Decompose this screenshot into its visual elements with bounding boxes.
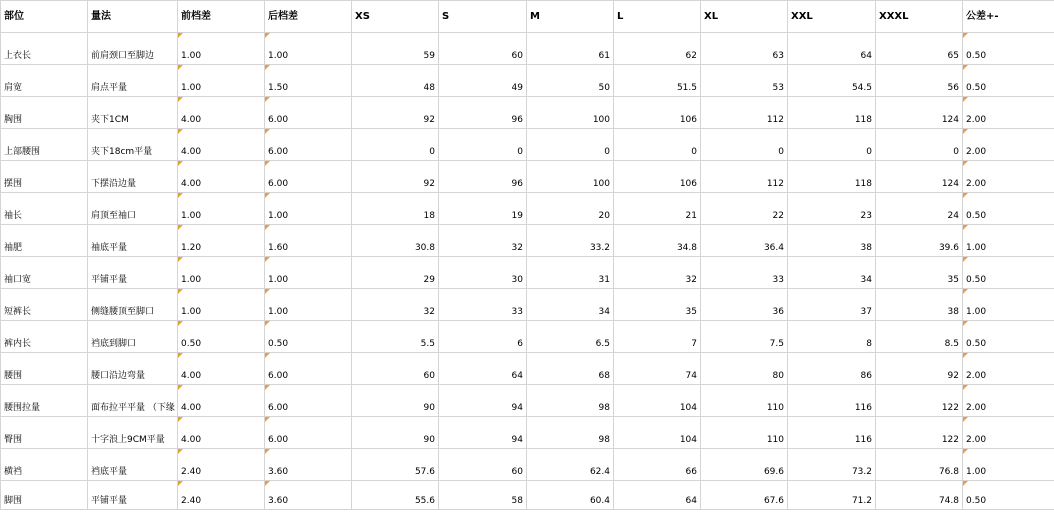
cell-tolerance[interactable]: 0.50 — [963, 321, 1054, 353]
cell-front-grade[interactable]: 4.00 — [178, 97, 265, 129]
cell-xxxl[interactable]: 124 — [876, 161, 963, 193]
cell-part[interactable]: 上部腰围 — [1, 129, 88, 161]
header-xs[interactable]: XS — [352, 1, 439, 33]
cell-part[interactable]: 短裤长 — [1, 289, 88, 321]
cell-xl[interactable]: 110 — [701, 385, 788, 417]
header-xxl[interactable]: XXL — [788, 1, 876, 33]
cell-method[interactable]: 腰口沿边弯量 — [88, 353, 178, 385]
cell-m[interactable]: 31 — [527, 257, 614, 289]
cell-back-grade[interactable]: 3.60 — [265, 449, 352, 481]
cell-l[interactable]: 74 — [614, 353, 701, 385]
cell-xxl[interactable]: 116 — [788, 385, 876, 417]
cell-l[interactable]: 106 — [614, 161, 701, 193]
table-row — [1, 417, 1054, 449]
cell-method[interactable]: 裆底平量 — [88, 449, 178, 481]
cell-xs[interactable]: 55.6 — [352, 481, 439, 510]
cell-xxxl[interactable]: 122 — [876, 385, 963, 417]
cell-xl[interactable]: 22 — [701, 193, 788, 225]
cell-xxl[interactable]: 23 — [788, 193, 876, 225]
cell-xl[interactable]: 36.4 — [701, 225, 788, 257]
cell-xxxl[interactable]: 76.8 — [876, 449, 963, 481]
cell-m[interactable]: 34 — [527, 289, 614, 321]
cell-m[interactable]: 62.4 — [527, 449, 614, 481]
cell-front-grade[interactable]: 4.00 — [178, 417, 265, 449]
table-row — [1, 33, 1054, 65]
cell-tolerance[interactable]: 0.50 — [963, 257, 1054, 289]
header-s[interactable]: S — [439, 1, 527, 33]
cell-back-grade[interactable]: 6.00 — [265, 129, 352, 161]
cell-xxxl[interactable]: 8.5 — [876, 321, 963, 353]
cell-xs[interactable]: 18 — [352, 193, 439, 225]
cell-back-grade[interactable]: 6.00 — [265, 97, 352, 129]
cell-xxxl[interactable]: 74.8 — [876, 481, 963, 510]
cell-tolerance[interactable]: 1.00 — [963, 449, 1054, 481]
cell-s[interactable]: 49 — [439, 65, 527, 97]
cell-front-grade[interactable]: 2.40 — [178, 449, 265, 481]
cell-l[interactable]: 32 — [614, 257, 701, 289]
cell-xxl[interactable]: 64 — [788, 33, 876, 65]
cell-l[interactable]: 62 — [614, 33, 701, 65]
cell-method[interactable]: 十字浪上9CM平量 — [88, 417, 178, 449]
table-row — [1, 321, 1054, 353]
cell-front-grade[interactable]: 1.00 — [178, 193, 265, 225]
cell-xxxl[interactable]: 65 — [876, 33, 963, 65]
cell-back-grade[interactable]: 3.60 — [265, 481, 352, 510]
cell-m[interactable]: 33.2 — [527, 225, 614, 257]
table-row — [1, 193, 1054, 225]
cell-xl[interactable]: 0 — [701, 129, 788, 161]
cell-method[interactable]: 前肩颈口至脚边 — [88, 33, 178, 65]
cell-xl[interactable]: 63 — [701, 33, 788, 65]
cell-xs[interactable]: 30.8 — [352, 225, 439, 257]
cell-part[interactable]: 脚围 — [1, 481, 88, 510]
cell-l[interactable]: 106 — [614, 97, 701, 129]
cell-l[interactable]: 51.5 — [614, 65, 701, 97]
cell-s[interactable]: 60 — [439, 449, 527, 481]
cell-xl[interactable]: 112 — [701, 97, 788, 129]
cell-method[interactable]: 夹下1CM — [88, 97, 178, 129]
table-row — [1, 385, 1054, 417]
cell-xxl[interactable]: 34 — [788, 257, 876, 289]
table-row — [1, 289, 1054, 321]
header-m[interactable]: M — [527, 1, 614, 33]
cell-part[interactable]: 腰围拉量 — [1, 385, 88, 417]
cell-method[interactable]: 侧缝腰顶至脚口 — [88, 289, 178, 321]
cell-xl[interactable]: 69.6 — [701, 449, 788, 481]
cell-xs[interactable]: 5.5 — [352, 321, 439, 353]
cell-part[interactable]: 袖肥 — [1, 225, 88, 257]
header-back-grade[interactable]: 后档差 — [265, 1, 352, 33]
cell-m[interactable]: 100 — [527, 161, 614, 193]
cell-front-grade[interactable]: 1.00 — [178, 65, 265, 97]
cell-l[interactable]: 64 — [614, 481, 701, 510]
cell-back-grade[interactable]: 6.00 — [265, 417, 352, 449]
cell-xs[interactable]: 92 — [352, 97, 439, 129]
cell-m[interactable]: 50 — [527, 65, 614, 97]
cell-method[interactable]: 下摆沿边量 — [88, 161, 178, 193]
cell-xl[interactable]: 80 — [701, 353, 788, 385]
table-row — [1, 449, 1054, 481]
cell-m[interactable]: 6.5 — [527, 321, 614, 353]
cell-method[interactable]: 平铺平量 — [88, 481, 178, 510]
cell-xl[interactable]: 36 — [701, 289, 788, 321]
table-row — [1, 481, 1054, 510]
table-row — [1, 257, 1054, 289]
cell-xxxl[interactable]: 56 — [876, 65, 963, 97]
cell-s[interactable]: 96 — [439, 97, 527, 129]
cell-part[interactable]: 腰围 — [1, 353, 88, 385]
cell-back-grade[interactable]: 0.50 — [265, 321, 352, 353]
cell-method[interactable]: 裆底到脚口 — [88, 321, 178, 353]
cell-front-grade[interactable]: 2.40 — [178, 481, 265, 510]
cell-xxl[interactable]: 71.2 — [788, 481, 876, 510]
cell-xxl[interactable]: 116 — [788, 417, 876, 449]
cell-back-grade[interactable]: 6.00 — [265, 161, 352, 193]
cell-part[interactable]: 上衣长 — [1, 33, 88, 65]
cell-tolerance[interactable]: 2.00 — [963, 385, 1054, 417]
cell-part[interactable]: 横裆 — [1, 449, 88, 481]
cell-tolerance[interactable]: 2.00 — [963, 161, 1054, 193]
cell-part[interactable]: 摆围 — [1, 161, 88, 193]
cell-front-grade[interactable]: 0.50 — [178, 321, 265, 353]
header-xxxl[interactable]: XXXL — [876, 1, 963, 33]
cell-front-grade[interactable]: 4.00 — [178, 385, 265, 417]
cell-xl[interactable]: 110 — [701, 417, 788, 449]
header-part[interactable]: 部位 — [1, 1, 88, 33]
cell-xxxl[interactable]: 0 — [876, 129, 963, 161]
cell-s[interactable]: 58 — [439, 481, 527, 510]
cell-s[interactable]: 30 — [439, 257, 527, 289]
cell-m[interactable]: 0 — [527, 129, 614, 161]
cell-xs[interactable]: 48 — [352, 65, 439, 97]
cell-front-grade[interactable]: 1.00 — [178, 257, 265, 289]
cell-front-grade[interactable]: 4.00 — [178, 353, 265, 385]
cell-back-grade[interactable]: 6.00 — [265, 353, 352, 385]
cell-xl[interactable]: 53 — [701, 65, 788, 97]
cell-s[interactable]: 32 — [439, 225, 527, 257]
header-front-grade[interactable]: 前档差 — [178, 1, 265, 33]
cell-xl[interactable]: 33 — [701, 257, 788, 289]
cell-xl[interactable]: 67.6 — [701, 481, 788, 510]
cell-xs[interactable]: 57.6 — [352, 449, 439, 481]
cell-xxl[interactable]: 0 — [788, 129, 876, 161]
cell-tolerance[interactable]: 0.50 — [963, 65, 1054, 97]
cell-back-grade[interactable]: 1.00 — [265, 193, 352, 225]
cell-tolerance[interactable]: 0.50 — [963, 33, 1054, 65]
cell-method[interactable]: 肩点平量 — [88, 65, 178, 97]
cell-m[interactable]: 98 — [527, 417, 614, 449]
cell-front-grade[interactable]: 1.20 — [178, 225, 265, 257]
cell-xxl[interactable]: 8 — [788, 321, 876, 353]
cell-xs[interactable]: 60 — [352, 353, 439, 385]
cell-s[interactable]: 94 — [439, 417, 527, 449]
table-row — [1, 225, 1054, 257]
cell-xl[interactable]: 112 — [701, 161, 788, 193]
cell-xxl[interactable]: 37 — [788, 289, 876, 321]
cell-s[interactable]: 60 — [439, 33, 527, 65]
cell-tolerance[interactable]: 2.00 — [963, 417, 1054, 449]
cell-method[interactable]: 平铺平量 — [88, 257, 178, 289]
table-row — [1, 129, 1054, 161]
cell-s[interactable]: 64 — [439, 353, 527, 385]
cell-xxl[interactable]: 86 — [788, 353, 876, 385]
cell-part[interactable]: 肩宽 — [1, 65, 88, 97]
cell-part[interactable]: 袖长 — [1, 193, 88, 225]
cell-m[interactable]: 68 — [527, 353, 614, 385]
cell-xxl[interactable]: 73.2 — [788, 449, 876, 481]
cell-back-grade[interactable]: 1.00 — [265, 289, 352, 321]
cell-m[interactable]: 20 — [527, 193, 614, 225]
cell-method[interactable]: 面布拉平平量 （下缘 — [88, 385, 178, 417]
cell-xs[interactable]: 29 — [352, 257, 439, 289]
table-row — [1, 65, 1054, 97]
cell-xxxl[interactable]: 122 — [876, 417, 963, 449]
cell-l[interactable]: 35 — [614, 289, 701, 321]
cell-part[interactable]: 胸围 — [1, 97, 88, 129]
cell-s[interactable]: 19 — [439, 193, 527, 225]
cell-s[interactable]: 33 — [439, 289, 527, 321]
cell-tolerance[interactable]: 1.00 — [963, 289, 1054, 321]
cell-m[interactable]: 61 — [527, 33, 614, 65]
cell-back-grade[interactable]: 6.00 — [265, 385, 352, 417]
cell-xs[interactable]: 32 — [352, 289, 439, 321]
cell-l[interactable]: 104 — [614, 385, 701, 417]
cell-xs[interactable]: 59 — [352, 33, 439, 65]
cell-xxxl[interactable]: 124 — [876, 97, 963, 129]
header-tolerance[interactable]: 公差+- — [963, 1, 1054, 33]
cell-xxxl[interactable]: 38 — [876, 289, 963, 321]
cell-s[interactable]: 0 — [439, 129, 527, 161]
cell-l[interactable]: 34.8 — [614, 225, 701, 257]
cell-part[interactable]: 裤内长 — [1, 321, 88, 353]
header-xl[interactable]: XL — [701, 1, 788, 33]
cell-tolerance[interactable]: 0.50 — [963, 481, 1054, 510]
cell-tolerance[interactable]: 2.00 — [963, 129, 1054, 161]
cell-xs[interactable]: 92 — [352, 161, 439, 193]
cell-xxl[interactable]: 38 — [788, 225, 876, 257]
cell-front-grade[interactable]: 4.00 — [178, 161, 265, 193]
cell-l[interactable]: 21 — [614, 193, 701, 225]
cell-part[interactable]: 臀围 — [1, 417, 88, 449]
cell-l[interactable]: 104 — [614, 417, 701, 449]
cell-xs[interactable]: 90 — [352, 385, 439, 417]
cell-s[interactable]: 94 — [439, 385, 527, 417]
cell-xs[interactable]: 90 — [352, 417, 439, 449]
cell-xxl[interactable]: 118 — [788, 161, 876, 193]
cell-xxxl[interactable]: 39.6 — [876, 225, 963, 257]
cell-l[interactable]: 0 — [614, 129, 701, 161]
header-l[interactable]: L — [614, 1, 701, 33]
header-row — [1, 1, 1054, 33]
header-method[interactable]: 量法 — [88, 1, 178, 33]
cell-xxl[interactable]: 118 — [788, 97, 876, 129]
cell-front-grade[interactable]: 1.00 — [178, 289, 265, 321]
cell-tolerance[interactable]: 2.00 — [963, 353, 1054, 385]
cell-method[interactable]: 夹下18cm平量 — [88, 129, 178, 161]
cell-xxxl[interactable]: 24 — [876, 193, 963, 225]
cell-s[interactable]: 6 — [439, 321, 527, 353]
table-row — [1, 353, 1054, 385]
table-row — [1, 97, 1054, 129]
cell-back-grade[interactable]: 1.00 — [265, 33, 352, 65]
cell-m[interactable]: 98 — [527, 385, 614, 417]
cell-l[interactable]: 7 — [614, 321, 701, 353]
cell-front-grade[interactable]: 1.00 — [178, 33, 265, 65]
cell-m[interactable]: 60.4 — [527, 481, 614, 510]
cell-tolerance[interactable]: 0.50 — [963, 193, 1054, 225]
cell-xl[interactable]: 7.5 — [701, 321, 788, 353]
cell-back-grade[interactable]: 1.00 — [265, 257, 352, 289]
cell-method[interactable]: 肩顶至袖口 — [88, 193, 178, 225]
cell-back-grade[interactable]: 1.50 — [265, 65, 352, 97]
cell-method[interactable]: 袖底平量 — [88, 225, 178, 257]
cell-xxl[interactable]: 54.5 — [788, 65, 876, 97]
table-row — [1, 161, 1054, 193]
cell-back-grade[interactable]: 1.60 — [265, 225, 352, 257]
cell-s[interactable]: 96 — [439, 161, 527, 193]
cell-tolerance[interactable]: 2.00 — [963, 97, 1054, 129]
cell-xxxl[interactable]: 92 — [876, 353, 963, 385]
cell-m[interactable]: 100 — [527, 97, 614, 129]
cell-l[interactable]: 66 — [614, 449, 701, 481]
cell-xxxl[interactable]: 35 — [876, 257, 963, 289]
cell-tolerance[interactable]: 1.00 — [963, 225, 1054, 257]
cell-xs[interactable]: 0 — [352, 129, 439, 161]
cell-part[interactable]: 袖口宽 — [1, 257, 88, 289]
cell-front-grade[interactable]: 4.00 — [178, 129, 265, 161]
